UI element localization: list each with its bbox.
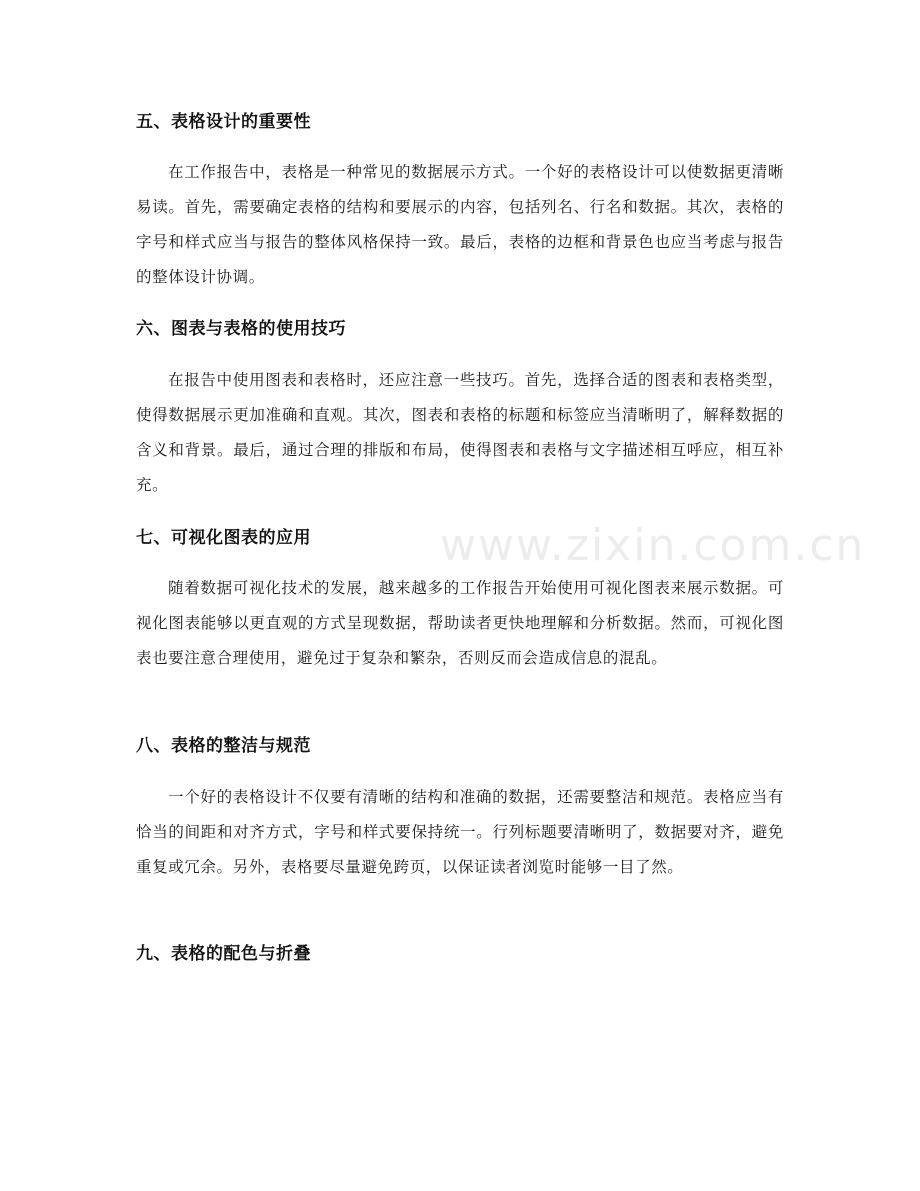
section-paragraph-5: 在工作报告中，表格是一种常见的数据展示方式。一个好的表格设计可以使数据更清晰易读。首先，需要确定表格的结构和要展示的内容，包括列名、行名和数据。其次，表格的字号和样式应当与报告的整体风格保持一致。最后，表格的边框和背景色也应当考虑与报告的整体设计协调。 <box>136 163 784 286</box>
section-heading-5: 五、表格设计的重要性 <box>136 112 311 132</box>
section-paragraph-8: 一个好的表格设计不仅要有清晰的结构和准确的数据，还需要整洁和规范。表格应当有恰当的间距和对齐方式，字号和样式要保持统一。行列标题要清晰明了，数据要对齐，避免重复或冗余。另外，表格要尽量避免跨页，以保证读者浏览时能够一目了然。 <box>136 788 784 876</box>
section-heading-6: 六、图表与表格的使用技巧 <box>136 319 346 339</box>
section-heading-8: 八、表格的整洁与规范 <box>136 736 311 756</box>
section-paragraph-7: 随着数据可视化技术的发展，越来越多的工作报告开始使用可视化图表来展示数据。可视化图表能够以更直观的方式呈现数据，帮助读者更快地理解和分析数据。然而，可视化图表也要注意合理使用，避免过于复杂和繁杂，否则反而会造成信息的混乱。 <box>136 579 784 667</box>
section-paragraph-6: 在报告中使用图表和表格时，还应注意一些技巧。首先，选择合适的图表和表格类型，使得数据展示更加准确和直观。其次，图表和表格的标题和标签应当清晰明了，解释数据的含义和背景。最后，通过合理的排版和布局，使得图表和表格与文字描述相互呼应，相互补充。 <box>136 371 784 494</box>
section-heading-7: 七、可视化图表的应用 <box>136 528 311 548</box>
section-heading-9: 九、表格的配色与折叠 <box>136 944 311 964</box>
watermark: www.zixin.com.cn <box>440 520 866 571</box>
